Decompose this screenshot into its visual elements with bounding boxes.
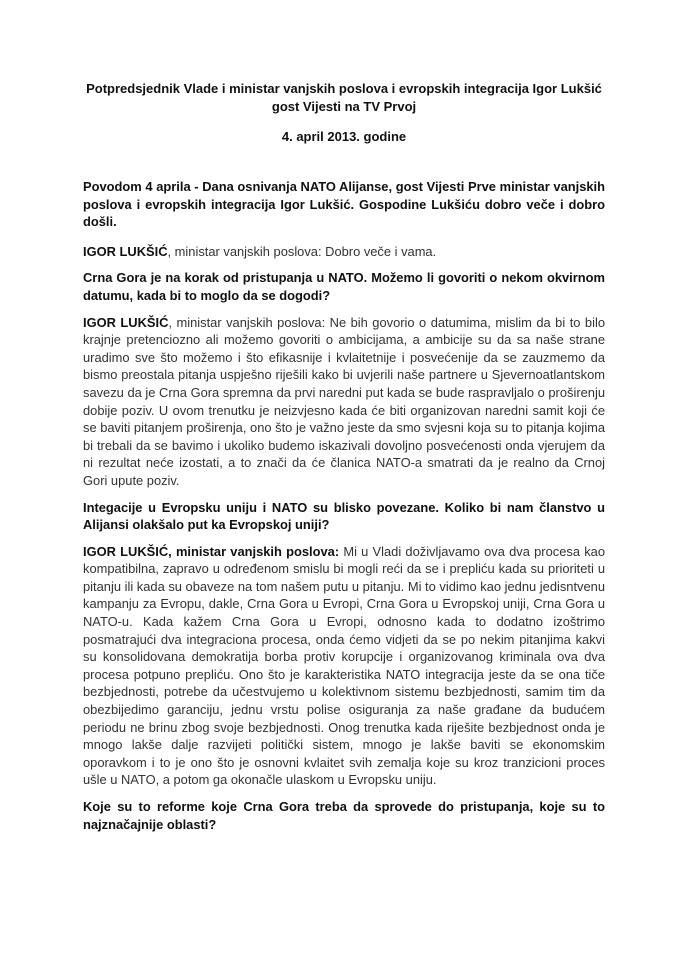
speaker-name: IGOR LUKŠIĆ, ministar vanjskih poslova:	[83, 543, 340, 559]
answer-paragraph	[83, 314, 605, 490]
document-date: 4. april 2013. godine	[281, 129, 407, 144]
answer-paragraph	[83, 243, 605, 261]
answer-text: , ministar vanjskih poslova: Ne bih govorio o datumima, mislim da bi to bilo krajnje pretenciozno ali možemo govoriti o ambicijama, a ambicije su da sa naše strane uradimo sve što možemo i što efikasnije i kvlaitetnije i posvećenije da se zauzmemo da bismo preostala pitanja uspješno riješili kako bi uvjerili naše partnere u Sjevernoatlantskom savezu da je Crna Gora spremna da prvi naredni put kada se bude raspravljalo o proširenju dobije poziv. U ovom trenutku je neizvjesno kada će biti organizovan naredni samit koji će se baviti pitanjem proširenja, ono što je važno jeste da smo svjesni koja su to pitanja kojima bi trebali da se bavimo i ukoliko budemo iskazivali dovoljno posvećenosti onda vjerujem da ni rezultat neće izostati, a to znači da će članica NATO-a smatrati da je realno da Crnoj Gori upute poziv.	[83, 314, 606, 488]
answer-text: , ministar vanjskih poslova: Dobro veče i vama.	[167, 243, 437, 259]
document-page	[83, 80, 605, 842]
question-paragraph: Integacije u Evropsku uniju i NATO su blisko povezane. Koliko bi nam članstvo u Alijansi olakšalo put ka Evropskoj uniji?	[83, 499, 605, 533]
answer-text: Mi u Vladi doživljavamo ova dva procesa kao kompatibilna, zapravo u određenom smislu bi mogli reći da se i prepliću kada su prioriteti u pitanju ili kada su obaveze na tom našem putu u pitanju. Mi to vidimo kao jednu jedisntvenu kampanju za Evropu, dakle, Crna Gora u Evropi, Crna Gora u Evropskoj uniji, Crna Gora u NATO-u. Kada kažem Crna Gora u Evropi, odnosno kada to dodatno izoštrimo posmatrajući dva integraciona procesa, onda ćemo vidjeti da se po nekim pitanjima kakvi su konsolidovana demokratija borba protiv korupcije i organizovanog kriminala ova dva procesa potpuno prepliću. Ono što je karakteristika NATO integracija jeste da se ona tiče bezbjednosti, potrebe da učestvujemo u kolektivnom sistemu bezbjednosti, samim tim da obezbijedimo garanciju, jednu vrstu polise osiguranja za naše građane da budućem periodu ne brinu zbog svoje bezbjednosti. Onog trenutka kada riješite bezbjednost onda je mnogo lakše dalje razvijeti politički sistem, mnogo je lakše baviti se ekonomskim oporavkom i to je ono što je osnovni kvlaitet svih zemalja koje su kroz tranzicioni proces ušle u NATO, a potom ga okonačle ulaskom u Evropsku uniju.	[83, 543, 605, 788]
question-paragraph: Koje su to reforme koje Crna Gora treba da sprovede do pristupanja, koje su to najznačajnije oblasti?	[83, 799, 605, 832]
speaker-name: IGOR LUKŠIĆ	[83, 314, 169, 330]
speaker-name: IGOR LUKŠIĆ	[83, 243, 168, 259]
intro-question: Povodom 4 aprila - Dana osnivanja NATO Alijanse, gost Vijesti Prve ministar vanjskih poslova i evropskih integracija Igor Lukšić. Gospodine Lukšiću dobro veče i dobro došli.	[83, 179, 605, 230]
answer-paragraph	[83, 543, 605, 789]
document-title: Potpredsjednik Vlade i ministar vanjskih poslova i evropskih integracija Igor Lukšić gost Vijesti na TV Prvoj	[86, 81, 602, 114]
question-paragraph: Crna Gora je na korak od pristupanja u NATO. Možemo li govoriti o nekom okvirnom datumu, kada bi to moglo da se dogodi?	[83, 270, 605, 303]
